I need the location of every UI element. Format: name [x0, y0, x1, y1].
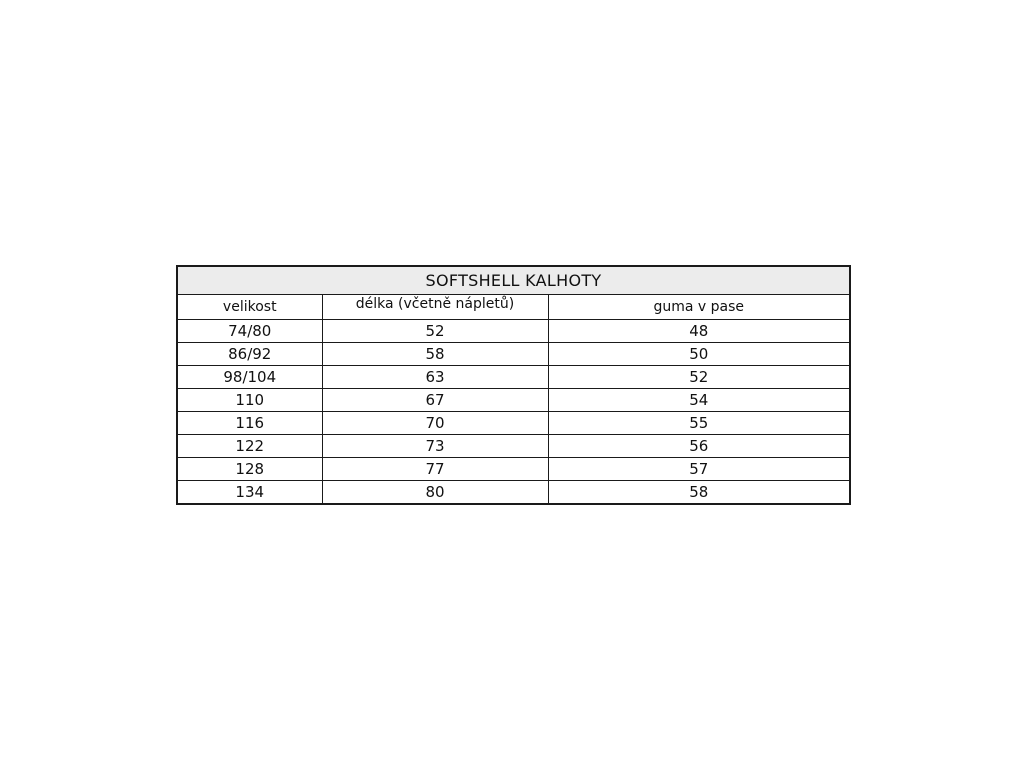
cell-waist: 55 — [548, 412, 850, 435]
table-row — [177, 458, 850, 481]
table-row — [177, 366, 850, 389]
table-row — [177, 320, 850, 343]
cell-length: 80 — [322, 481, 548, 505]
table-row — [177, 481, 850, 505]
cell-waist: 56 — [548, 435, 850, 458]
size-table — [176, 265, 851, 505]
table-row — [177, 343, 850, 366]
cell-waist: 54 — [548, 389, 850, 412]
cell-length: 70 — [322, 412, 548, 435]
cell-waist: 48 — [548, 320, 850, 343]
cell-waist: 50 — [548, 343, 850, 366]
cell-waist: 58 — [548, 481, 850, 505]
cell-waist: 52 — [548, 366, 850, 389]
cell-size: 122 — [177, 435, 322, 458]
cell-size: 116 — [177, 412, 322, 435]
table-title: SOFTSHELL KALHOTY — [177, 266, 850, 295]
cell-size: 110 — [177, 389, 322, 412]
column-header-size: velikost — [177, 295, 322, 320]
cell-length: 58 — [322, 343, 548, 366]
cell-length: 52 — [322, 320, 548, 343]
cell-length: 67 — [322, 389, 548, 412]
cell-size: 134 — [177, 481, 322, 505]
table-row — [177, 412, 850, 435]
cell-length: 63 — [322, 366, 548, 389]
cell-waist: 57 — [548, 458, 850, 481]
cell-length: 73 — [322, 435, 548, 458]
column-header-length: délka (včetně nápletů) — [322, 295, 548, 320]
cell-size: 128 — [177, 458, 322, 481]
cell-size: 74/80 — [177, 320, 322, 343]
cell-size: 86/92 — [177, 343, 322, 366]
table-row — [177, 435, 850, 458]
cell-length: 77 — [322, 458, 548, 481]
table-title-row — [177, 266, 850, 295]
cell-size: 98/104 — [177, 366, 322, 389]
table-row — [177, 389, 850, 412]
column-header-waist: guma v pase — [548, 295, 850, 320]
table-header-row — [177, 295, 850, 320]
